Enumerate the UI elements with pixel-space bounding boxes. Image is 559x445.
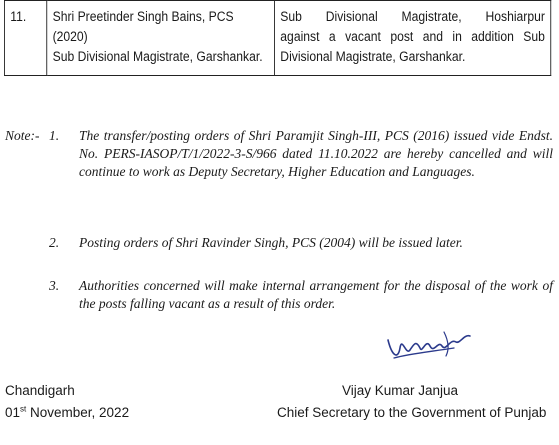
posting-table (4, 0, 551, 76)
posting-cell (274, 1, 550, 76)
officer-current-post: Sub Divisional Magistrate, Garshankar. (52, 49, 263, 64)
signatory-name: Vijay Kumar Janjua (342, 383, 459, 398)
officer-name: Shri Preetinder Singh Bains, PCS (52, 9, 234, 24)
note-text: Authorities concerned will make internal arrangement for the disposal of the work of the posts falling vacant as a result of this order. (79, 278, 553, 311)
place-of-issue: Chandigarh (5, 383, 75, 398)
officer-batch: (2020) (52, 29, 88, 44)
serial-number: 11. (4, 1, 46, 76)
posting-line: Sub Divisional Magistrate, Hoshiarpur (280, 9, 545, 24)
note-label: Note:- (5, 128, 40, 143)
posting-line: against a vacant post and in addition Sub (280, 29, 545, 44)
officer-cell (47, 1, 275, 76)
note-number: 1. (49, 128, 60, 143)
date-suffix: st (20, 404, 27, 414)
signatory-title: Chief Secretary to the Government of Punjab (277, 405, 547, 420)
note-text: Posting orders of Shri Ravinder Singh, PCS (2004) will be issued later. (79, 235, 463, 250)
note-text: The transfer/posting orders of Shri Paramjit Singh-III, PCS (2016) issued vide Endst. No. PERS-IASOP/T/1/2022-3-S/966 dated 11.10.2022 are hereby cancelled and will continue to work as Deputy Secretary, Higher Education and Languages. (79, 128, 553, 179)
table-row (4, 1, 550, 76)
note-number: 3. (49, 278, 60, 293)
note-number: 2. (49, 235, 60, 250)
handwritten-signature (384, 326, 474, 366)
date-month-year: November, 2022 (26, 405, 130, 420)
posting-line: Divisional Magistrate, Garshankar. (280, 49, 466, 64)
issue-date (5, 405, 129, 420)
date-day: 01 (5, 405, 21, 420)
